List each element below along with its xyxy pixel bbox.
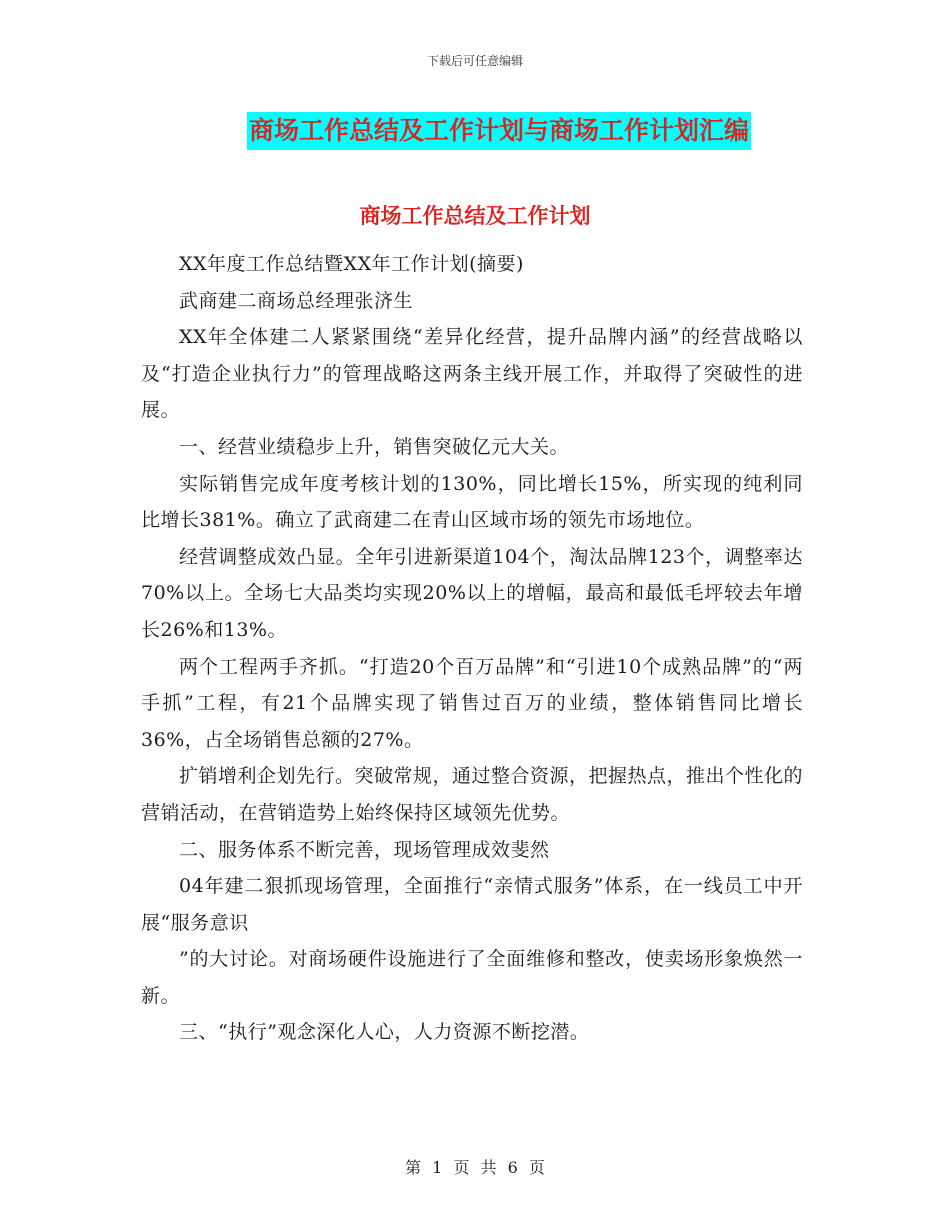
- paragraph: 两个工程两手齐抓。“打造20个百万品牌”和“引进10个成熟品牌”的“两手抓”工程，有21个品牌实现了销售过百万的业绩，整体销售同比增长36%，占全场销售总额的27%。: [141, 655, 803, 751]
- paragraph: 二、服务体系不断完善，现场管理成效斐然: [179, 838, 550, 861]
- paragraph: 经营调整成效凸显。全年引进新渠道104个，淘汰品牌123个，调整率达70%以上。全场七大品类均实现20%以上的增幅，最高和最低毛坪较去年增长26%和13%。: [141, 545, 803, 641]
- paragraph: 扩销增利企划先行。突破常规，通过整合资源，把握热点，推出个性化的营销活动，在营销造势上始终保持区域领先优势。: [141, 765, 804, 824]
- main-title-container: [0, 112, 950, 150]
- main-title: 商场工作总结及工作计划与商场工作计划汇编: [247, 112, 751, 150]
- body-text: [141, 246, 803, 1051]
- paragraph: 三、“执行”观念深化人心，人力资源不断挖潜。: [179, 1021, 590, 1044]
- paragraph: XX年全体建二人紧紧围绕“差异化经营，提升品牌内涵”的经营战略以及“打造企业执行力”的管理战略这两条主线开展工作，并取得了突破性的进展。: [141, 326, 803, 422]
- sub-title: 商场工作总结及工作计划: [359, 204, 591, 228]
- paragraph: 一、经营业绩稳步上升，销售突破亿元大关。: [179, 435, 570, 458]
- paragraph: 04年建二狠抓现场管理，全面推行“亲情式服务”体系，在一线员工中开展“服务意识: [141, 875, 803, 934]
- header-note: 下载后可任意编辑: [426, 54, 523, 68]
- paragraph: ”的大讨论。对商场硬件设施进行了全面维修和整改，使卖场形象焕然一新。: [141, 948, 803, 1007]
- paragraph: 武商建二商场总经理张济生: [179, 289, 414, 312]
- page-number: 第 1 页 共 6 页: [405, 1158, 545, 1177]
- paragraph: XX年度工作总结暨XX年工作计划(摘要): [179, 253, 524, 275]
- paragraph: 实际销售完成年度考核计划的130%，同比增长15%，所实现的纯利同比增长381%。确立了武商建二在青山区域市场的领先市场地位。: [141, 472, 803, 532]
